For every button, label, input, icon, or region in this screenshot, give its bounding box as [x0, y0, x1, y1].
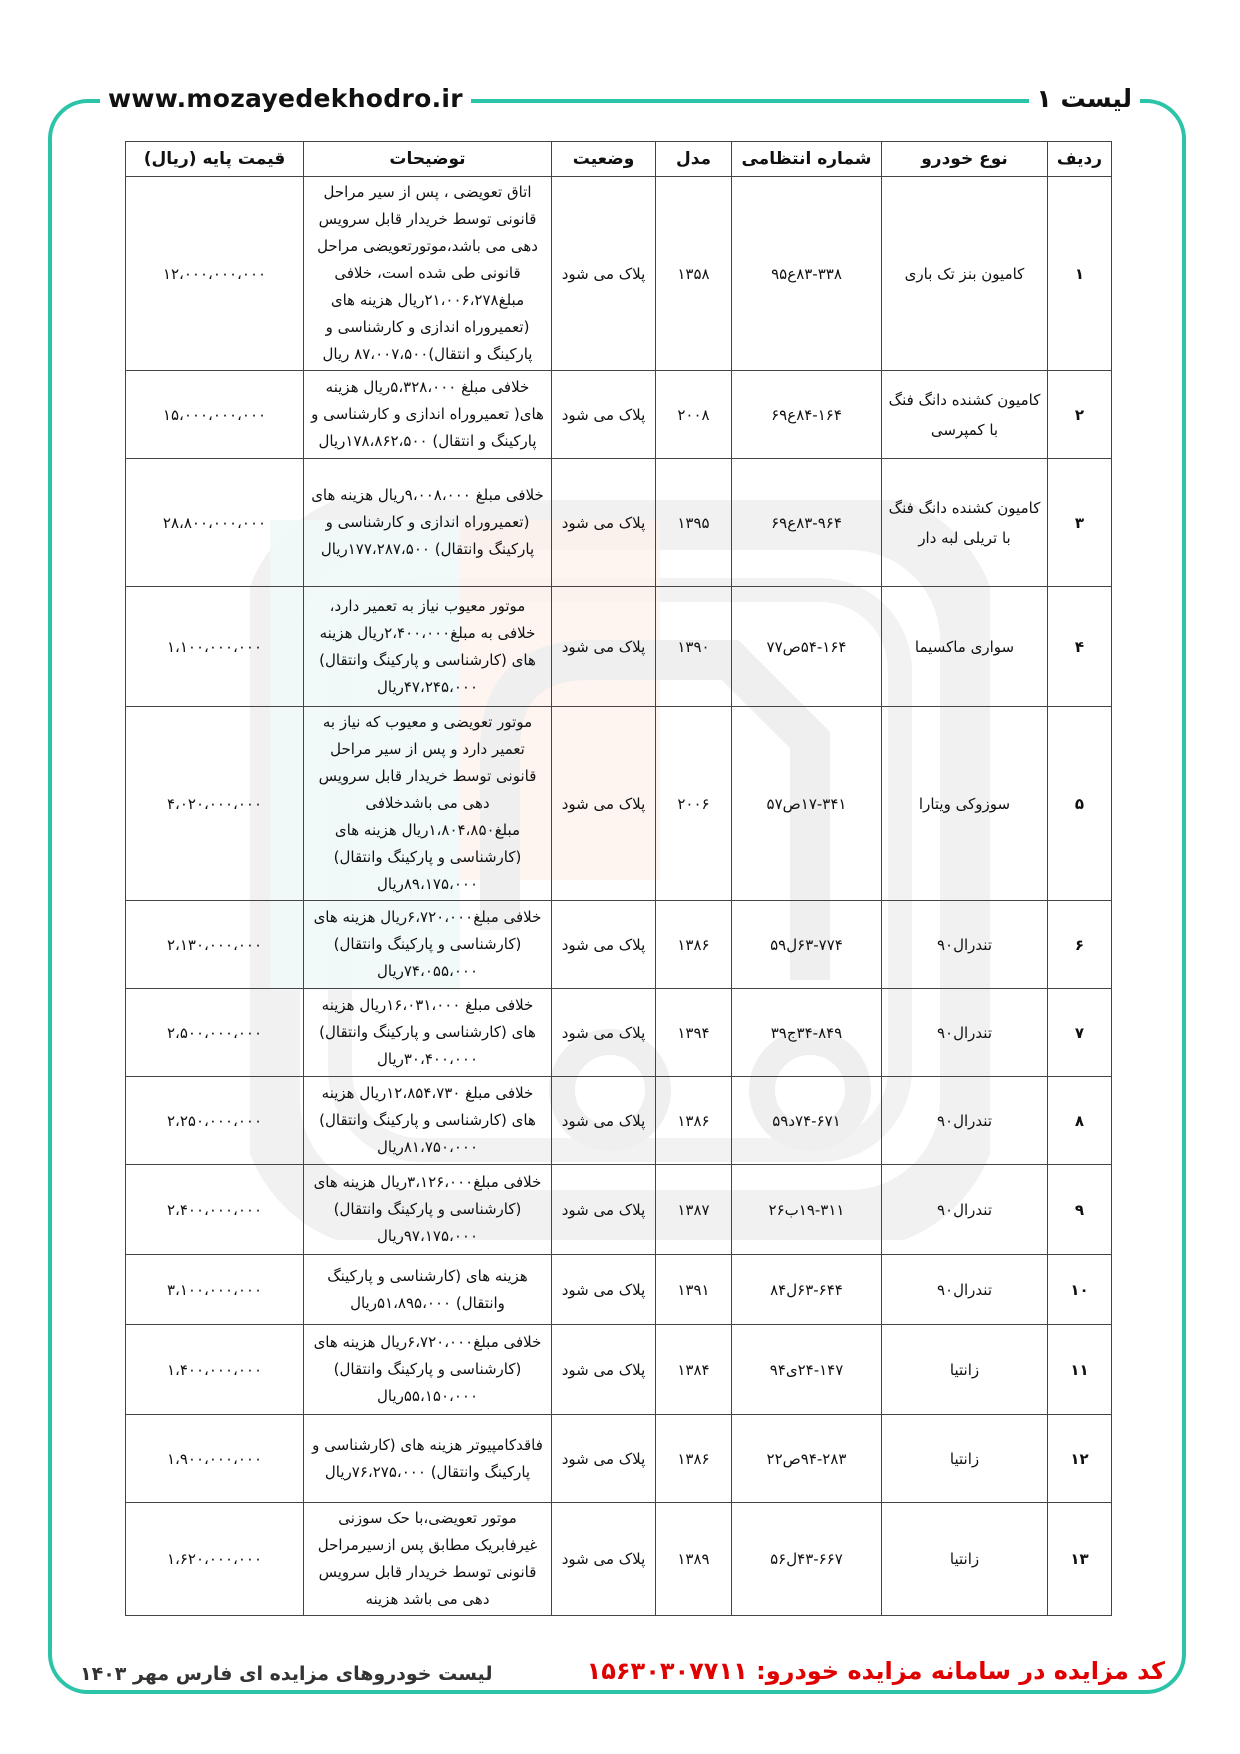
description: خلافی مبلغ۳،۱۲۶،۰۰۰ریال هزینه های (کارشناسی و پارکینگ وانتقال) ۹۷،۱۷۵،۰۰۰ریال [304, 1165, 552, 1255]
row-number: ۱۳ [1048, 1503, 1112, 1616]
status: پلاک می شود [552, 1503, 656, 1616]
status: پلاک می شود [552, 901, 656, 989]
row-number: ۸ [1048, 1077, 1112, 1165]
vehicle-type: تندرال۹۰ [882, 1165, 1048, 1255]
base-price: ۱،۶۲۰،۰۰۰،۰۰۰ [126, 1503, 304, 1616]
model-year: ۱۳۸۶ [656, 1415, 732, 1503]
description: خلافی مبلغ ۱۲،۸۵۴،۷۳۰ریال هزینه های (کارشناسی و پارکینگ وانتقال) ۸۱،۷۵۰،۰۰۰ریال [304, 1077, 552, 1165]
status: پلاک می شود [552, 1077, 656, 1165]
table-row [126, 1503, 1112, 1616]
plate-number: ۲۴-۱۴۷ی۹۴ [732, 1325, 882, 1415]
table-header-row [126, 142, 1112, 177]
base-price: ۳،۱۰۰،۰۰۰،۰۰۰ [126, 1255, 304, 1325]
base-price: ۲،۵۰۰،۰۰۰،۰۰۰ [126, 989, 304, 1077]
row-number: ۵ [1048, 707, 1112, 901]
description: فاقدکامپیوتر هزینه های (کارشناسی و پارکینگ وانتقال) ۷۶،۲۷۵،۰۰۰ریال [304, 1415, 552, 1503]
table-row [126, 1077, 1112, 1165]
table-row [126, 1165, 1112, 1255]
table-row [126, 177, 1112, 371]
table-row [126, 901, 1112, 989]
header-row-number: ردیف [1048, 142, 1112, 177]
model-year: ۱۳۹۱ [656, 1255, 732, 1325]
site-url[interactable]: www.mozayedekhodro.ir [100, 80, 471, 118]
row-number: ۲ [1048, 371, 1112, 459]
row-number: ۷ [1048, 989, 1112, 1077]
model-year: ۱۳۹۴ [656, 989, 732, 1077]
plate-number: ۵۴-۱۶۴ص۷۷ [732, 587, 882, 707]
model-year: ۲۰۰۸ [656, 371, 732, 459]
row-number: ۶ [1048, 901, 1112, 989]
vehicle-type: سواری ماکسیما [882, 587, 1048, 707]
model-year: ۱۳۸۹ [656, 1503, 732, 1616]
table-row [126, 587, 1112, 707]
table-row [126, 1255, 1112, 1325]
header-base-price: قیمت پایه (ریال) [126, 142, 304, 177]
plate-number: ۸۳-۳۳۸ع۹۵ [732, 177, 882, 371]
base-price: ۲،۴۰۰،۰۰۰،۰۰۰ [126, 1165, 304, 1255]
status: پلاک می شود [552, 1415, 656, 1503]
table-row [126, 1415, 1112, 1503]
model-year: ۱۳۸۶ [656, 901, 732, 989]
row-number: ۱۰ [1048, 1255, 1112, 1325]
row-number: ۴ [1048, 587, 1112, 707]
vehicle-type: زانتیا [882, 1415, 1048, 1503]
description: خلافی مبلغ ۱۶،۰۳۱،۰۰۰ریال هزینه های (کارشناسی و پارکینگ وانتقال) ۳۰،۴۰۰،۰۰۰ریال [304, 989, 552, 1077]
base-price: ۴،۰۲۰،۰۰۰،۰۰۰ [126, 707, 304, 901]
description: خلافی مبلغ۶،۷۲۰،۰۰۰ریال هزینه های (کارشناسی و پارکینگ وانتقال) ۷۴،۰۵۵،۰۰۰ریال [304, 901, 552, 989]
header-description: توضیحات [304, 142, 552, 177]
status: پلاک می شود [552, 459, 656, 587]
status: پلاک می شود [552, 1325, 656, 1415]
header-vehicle-type: نوع خودرو [882, 142, 1048, 177]
vehicle-type: کامیون کشنده دانگ فنگ با تریلی لبه دار [882, 459, 1048, 587]
status: پلاک می شود [552, 1255, 656, 1325]
status: پلاک می شود [552, 371, 656, 459]
model-year: ۱۳۸۷ [656, 1165, 732, 1255]
model-year: ۱۳۸۴ [656, 1325, 732, 1415]
list-label: لیست ۱ [1029, 80, 1140, 118]
base-price: ۱،۹۰۰،۰۰۰،۰۰۰ [126, 1415, 304, 1503]
base-price: ۲۸،۸۰۰،۰۰۰،۰۰۰ [126, 459, 304, 587]
description: موتور تعویضی و معیوب که نیاز به تعمیر دارد و پس از سیر مراحل قانونی توسط خریدار قابل سرویس دهی می باشدخلافی مبلغ۱،۸۰۴،۸۵۰ریال هزینه های (کارشناسی و پارکینگ وانتقال) ۸۹،۱۷۵،۰۰۰ریال [304, 707, 552, 901]
header-plate-number: شماره انتظامی [732, 142, 882, 177]
header-model: مدل [656, 142, 732, 177]
vehicle-type: تندرال۹۰ [882, 901, 1048, 989]
base-price: ۲،۱۳۰،۰۰۰،۰۰۰ [126, 901, 304, 989]
model-year: ۱۳۹۰ [656, 587, 732, 707]
description: موتور معیوب نیاز به تعمیر دارد، خلافی به مبلغ۲،۴۰۰،۰۰۰ریال هزینه های (کارشناسی و پارکینگ وانتقال) ۴۷،۲۴۵،۰۰۰ریال [304, 587, 552, 707]
base-price: ۱۵،۰۰۰،۰۰۰،۰۰۰ [126, 371, 304, 459]
header-status: وضعیت [552, 142, 656, 177]
description: خلافی مبلغ ۵،۳۲۸،۰۰۰ریال هزینه های( تعمیروراه اندازی و کارشناسی و پارکینگ و انتقال) ۱۷۸،۸۶۲،۵۰۰ریال [304, 371, 552, 459]
footer-list-title: لیست خودروهای مزایده ای فارس مهر ۱۴۰۳ [80, 1663, 493, 1685]
row-number: ۹ [1048, 1165, 1112, 1255]
status: پلاک می شود [552, 989, 656, 1077]
vehicle-type: سوزوکی ویتارا [882, 707, 1048, 901]
status: پلاک می شود [552, 707, 656, 901]
plate-number: ۹۴-۲۸۳ص۲۲ [732, 1415, 882, 1503]
plate-number: ۳۴-۸۴۹ج۳۹ [732, 989, 882, 1077]
table-row [126, 989, 1112, 1077]
base-price: ۱،۱۰۰،۰۰۰،۰۰۰ [126, 587, 304, 707]
plate-number: ۴۳-۶۶۷ل۵۶ [732, 1503, 882, 1616]
vehicle-type: زانتیا [882, 1325, 1048, 1415]
description: موتور تعویضی،با حک سوزنی غیرفابریک مطابق پس ازسیرمراحل قانونی توسط خریدار قابل سرویس دهی می باشد هزینه [304, 1503, 552, 1616]
model-year: ۲۰۰۶ [656, 707, 732, 901]
plate-number: ۶۳-۷۷۴ل۵۹ [732, 901, 882, 989]
status: پلاک می شود [552, 587, 656, 707]
model-year: ۱۳۹۵ [656, 459, 732, 587]
plate-number: ۱۷-۳۴۱ص۵۷ [732, 707, 882, 901]
vehicles-table [125, 141, 1112, 1616]
plate-number: ۶۳-۶۴۴ل۸۴ [732, 1255, 882, 1325]
model-year: ۱۳۵۸ [656, 177, 732, 371]
description: خلافی مبلغ ۹،۰۰۸،۰۰۰ریال هزینه های (تعمیروراه اندازی و کارشناسی و پارکینگ وانتقال) ۱۷۷،۲۸۷،۵۰۰ریال [304, 459, 552, 587]
vehicle-type: تندرال۹۰ [882, 1255, 1048, 1325]
base-price: ۱،۴۰۰،۰۰۰،۰۰۰ [126, 1325, 304, 1415]
description: هزینه های (کارشناسی و پارکینگ وانتقال) ۵۱،۸۹۵،۰۰۰ریال [304, 1255, 552, 1325]
row-number: ۳ [1048, 459, 1112, 587]
table-row [126, 459, 1112, 587]
vehicle-type: تندرال۹۰ [882, 989, 1048, 1077]
table-row [126, 371, 1112, 459]
base-price: ۲،۲۵۰،۰۰۰،۰۰۰ [126, 1077, 304, 1165]
table-row [126, 707, 1112, 901]
base-price: ۱۲،۰۰۰،۰۰۰،۰۰۰ [126, 177, 304, 371]
vehicle-type: کامیون کشنده دانگ فنگ با کمپرسی [882, 371, 1048, 459]
vehicle-type: کامیون بنز تک باری [882, 177, 1048, 371]
status: پلاک می شود [552, 177, 656, 371]
plate-number: ۸۴-۱۶۴ع۶۹ [732, 371, 882, 459]
plate-number: ۸۳-۹۶۴ع۶۹ [732, 459, 882, 587]
vehicle-type: تندرال۹۰ [882, 1077, 1048, 1165]
description: اتاق تعویضی ، پس از سیر مراحل قانونی توسط خریدار قابل سرویس دهی می باشد،موتورتعویضی مراحل قانونی طی شده است، خلافی مبلغ۲۱،۰۰۶،۲۷۸ریال هزینه های (تعمیروراه اندازی و کارشناسی و پارکینگ و انتقال)۸۷،۰۰۷،۵۰۰ ریال [304, 177, 552, 371]
plate-number: ۷۴-۶۷۱د۵۹ [732, 1077, 882, 1165]
status: پلاک می شود [552, 1165, 656, 1255]
footer-auction-code: کد مزایده در سامانه مزایده خودرو: ۱۵۶۳۰۳۰۷۷۱۱ [586, 1657, 1165, 1685]
description: خلافی مبلغ۶،۷۲۰،۰۰۰ریال هزینه های (کارشناسی و پارکینگ وانتقال) ۵۵،۱۵۰،۰۰۰ریال [304, 1325, 552, 1415]
vehicle-type: زانتیا [882, 1503, 1048, 1616]
row-number: ۱ [1048, 177, 1112, 371]
row-number: ۱۲ [1048, 1415, 1112, 1503]
table-row [126, 1325, 1112, 1415]
row-number: ۱۱ [1048, 1325, 1112, 1415]
model-year: ۱۳۸۶ [656, 1077, 732, 1165]
plate-number: ۱۹-۳۱۱ب۲۶ [732, 1165, 882, 1255]
